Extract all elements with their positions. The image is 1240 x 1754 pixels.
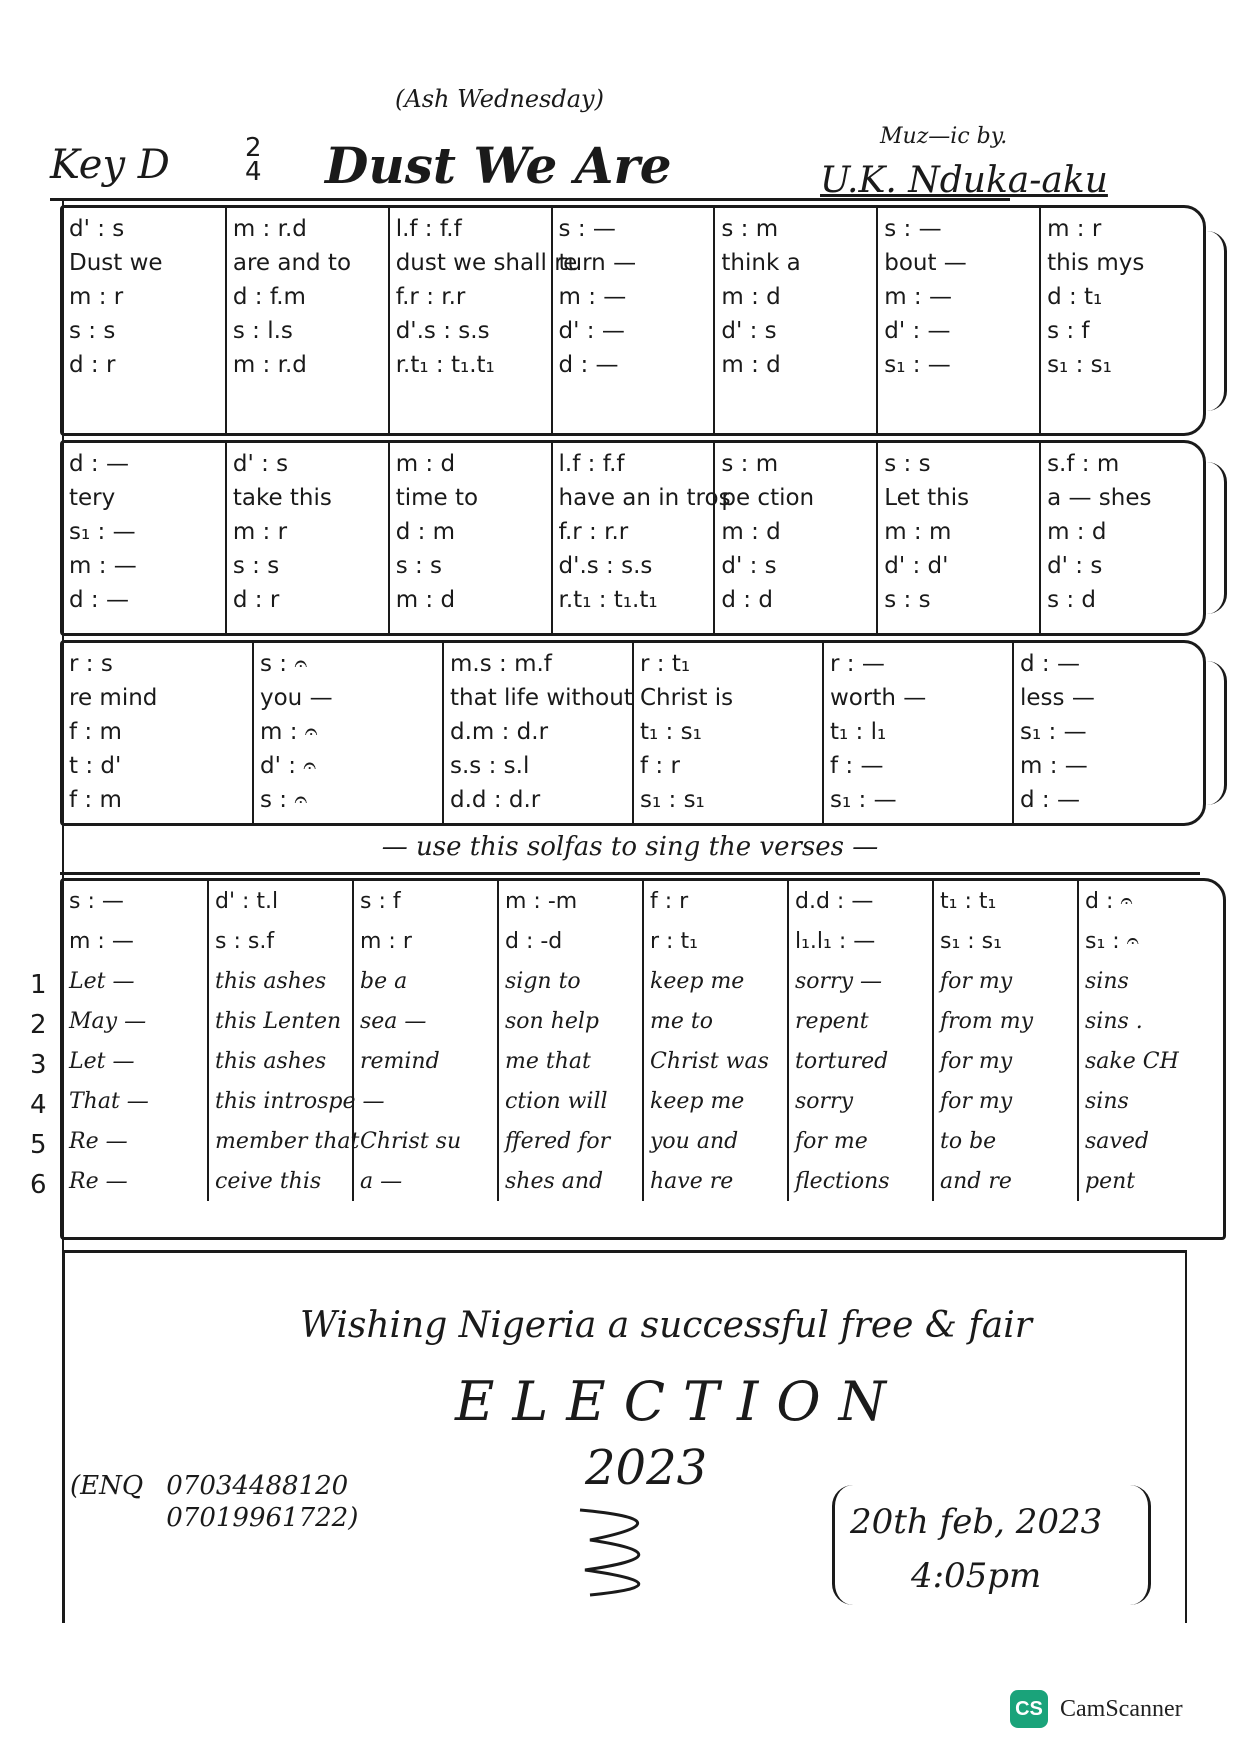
solfa-row-soprano xyxy=(63,881,1223,921)
wish-line: Wishing Nigeria a successful free & fair xyxy=(300,1305,1032,1346)
lyric-cell: this introspe — xyxy=(208,1081,353,1121)
lyric-cell: tortured xyxy=(788,1041,933,1081)
solfa-table-1 xyxy=(63,208,1203,433)
lyric-cell: keep me xyxy=(643,961,788,1001)
lyric-cell: sea — xyxy=(353,1001,498,1041)
solfa-cell: r : t₁ xyxy=(643,921,788,961)
lyric-cell: Re — xyxy=(69,1128,128,1154)
soprano: s : s xyxy=(884,451,931,477)
tenor: d' : 𝄐 xyxy=(260,753,317,779)
soprano: s : m xyxy=(721,451,779,477)
lyric: that life without xyxy=(450,685,633,711)
soprano: r : t₁ xyxy=(640,651,691,677)
bass: s : s xyxy=(884,587,931,613)
camscanner-name: CamScanner xyxy=(1060,1696,1183,1722)
soprano: s : m xyxy=(721,216,779,242)
lyric-cell: sign to xyxy=(498,961,643,1001)
solfa-cell: d' : t.l xyxy=(208,881,353,921)
soprano: m : d xyxy=(395,451,456,477)
lyric: pe ction xyxy=(721,485,815,511)
solfa-cell: s₁ : 𝄐 xyxy=(1078,921,1223,961)
soprano: m : r xyxy=(1047,216,1102,242)
tenor: d' : — xyxy=(884,318,951,344)
soprano: l.f : f.f xyxy=(395,216,462,242)
bass: d : r xyxy=(69,352,116,378)
verse-row-2 xyxy=(63,1001,1223,1041)
bar-cell xyxy=(389,443,552,633)
lyric-cell: ction will xyxy=(498,1081,643,1121)
verse-row-3 xyxy=(63,1041,1223,1081)
lyric-cell: this ashes xyxy=(208,961,353,1001)
solfa-cell: m : -m xyxy=(498,881,643,921)
alto: m : d xyxy=(721,284,781,310)
soprano: m.s : m.f xyxy=(450,651,552,677)
lyric-cell: shes and xyxy=(498,1161,643,1201)
music-by-label: Muz—ic by. xyxy=(880,124,1008,149)
lyric: take this xyxy=(232,485,332,511)
lyric-cell: pent xyxy=(1078,1161,1223,1201)
bar-cell xyxy=(226,443,389,633)
phone-number: 07034488120 xyxy=(166,1471,349,1501)
alto: d : t₁ xyxy=(1047,284,1103,310)
tenor: d'.s : s.s xyxy=(395,318,490,344)
enquiry-contact xyxy=(70,1470,358,1534)
bar-cell xyxy=(443,643,633,823)
solfa-block-1 xyxy=(60,205,1206,436)
bass: s₁ : s₁ xyxy=(640,787,705,813)
camscanner-logo: CS xyxy=(1010,1690,1048,1728)
tenor: s : s xyxy=(232,553,280,579)
solfa-cell: d : -d xyxy=(498,921,643,961)
bar-cell xyxy=(552,443,731,633)
bar-cell xyxy=(1040,208,1203,433)
soprano: s.f : m xyxy=(1047,451,1120,477)
alto: m : r xyxy=(232,519,288,545)
lyric: this mys xyxy=(1047,250,1145,276)
lyric-cell: Christ was xyxy=(643,1041,788,1081)
bar-cell xyxy=(877,443,1040,633)
system-brace xyxy=(1204,231,1227,411)
lyric-cell: member that xyxy=(208,1121,353,1161)
soprano: d : — xyxy=(1020,651,1080,677)
tenor: d'.s : s.s xyxy=(558,553,653,579)
lyric-cell: sorry — xyxy=(788,961,933,1001)
soprano: s : — xyxy=(558,216,616,242)
bass: s₁ : — xyxy=(830,787,897,813)
lyric-cell: remind xyxy=(353,1041,498,1081)
bar-cell xyxy=(633,643,823,823)
lyric-cell: May — xyxy=(69,1008,147,1034)
lyric: a — shes xyxy=(1047,485,1152,511)
verse-instruction: — use this solfas to sing the verses — xyxy=(60,832,1200,875)
lyric: think a xyxy=(721,250,801,276)
verse-number: 2 xyxy=(30,1010,47,1040)
system-brace xyxy=(1204,462,1227,614)
alto: m : r xyxy=(69,284,124,310)
lyric-cell: ffered for xyxy=(498,1121,643,1161)
verse-table xyxy=(63,881,1223,1201)
tenor: m : — xyxy=(1020,753,1088,779)
solfa-row-alto xyxy=(63,921,1223,961)
lyric-cell: and re xyxy=(933,1161,1078,1201)
solfa-table-2 xyxy=(63,443,1203,633)
lyric-cell: me to xyxy=(643,1001,788,1041)
tenor: s : s xyxy=(69,318,116,344)
bass: d : — xyxy=(1020,787,1080,813)
solfa-cell: d.d : — xyxy=(788,881,933,921)
tenor: s.s : s.l xyxy=(450,753,530,779)
lyric-cell: Let — xyxy=(69,1048,135,1074)
solfa-cell: s : f xyxy=(353,881,498,921)
bass: s₁ : s₁ xyxy=(1047,352,1112,378)
lyric-cell: flections xyxy=(788,1161,933,1201)
bass: r.t₁ : t₁.t₁ xyxy=(395,352,495,378)
bass: d : d xyxy=(721,587,773,613)
alto: s₁ : — xyxy=(1020,719,1087,745)
alto: d : m xyxy=(395,519,456,545)
lyric-cell: for my xyxy=(933,961,1078,1001)
bass: m : d xyxy=(721,352,781,378)
solfa-cell: d : 𝄐 xyxy=(1078,881,1223,921)
alto: f : m xyxy=(69,719,122,745)
year-squiggle xyxy=(570,1500,700,1600)
alto: m : d xyxy=(1047,519,1107,545)
lyric-cell: sake CH xyxy=(1078,1041,1223,1081)
bar-cell xyxy=(714,208,877,433)
tenor: f : — xyxy=(830,753,884,779)
verse-row-6 xyxy=(63,1161,1223,1201)
time: 4:05pm xyxy=(910,1556,1042,1596)
lyric: Dust we xyxy=(69,250,163,276)
time-signature xyxy=(245,133,262,187)
solfa-cell: l₁.l₁ : — xyxy=(788,921,933,961)
bass: s : d xyxy=(1047,587,1097,613)
solfa-block-3 xyxy=(60,640,1206,826)
bar-cell xyxy=(63,443,226,633)
solfa-cell: s₁ : s₁ xyxy=(933,921,1078,961)
bass: d : — xyxy=(558,352,619,378)
lyric-cell: have re xyxy=(643,1161,788,1201)
alto: m : — xyxy=(884,284,952,310)
title-row xyxy=(50,124,1180,201)
title-underline xyxy=(50,198,1010,201)
lyric: dust we shall re xyxy=(395,250,578,276)
date-time xyxy=(850,1495,1102,1603)
solfa-cell: s : — xyxy=(69,888,124,914)
tenor: m : — xyxy=(69,553,137,579)
solfa-table-3 xyxy=(63,643,1203,823)
alto: f.r : r.r xyxy=(395,284,466,310)
composer-name: U.K. Nduka-aku xyxy=(820,160,1108,201)
lyric: worth — xyxy=(830,685,927,711)
lyric-cell: for my xyxy=(933,1041,1078,1081)
lyric-cell: this ashes xyxy=(208,1041,353,1081)
song-title: Dust We Are xyxy=(325,136,672,195)
time-signature-top: 2 xyxy=(245,133,262,163)
tenor: d' : s xyxy=(721,318,777,344)
bass: m : r.d xyxy=(232,352,307,378)
soprano: d' : s xyxy=(69,216,125,242)
lyric-cell: Let — xyxy=(69,968,135,994)
tenor: s : s xyxy=(395,553,443,579)
lyric: Let this xyxy=(884,485,970,511)
lyric-cell: keep me xyxy=(643,1081,788,1121)
verse-block xyxy=(60,878,1226,1240)
lyric-cell: you and xyxy=(643,1121,788,1161)
bass: s : 𝄐 xyxy=(260,787,308,813)
bass: s₁ : — xyxy=(884,352,951,378)
lyric: bout — xyxy=(884,250,967,276)
tenor: d' : s xyxy=(721,553,777,579)
verse-number: 3 xyxy=(30,1050,47,1080)
lyric-cell: be a xyxy=(353,961,498,1001)
lyric-cell: son help xyxy=(498,1001,643,1041)
alto: m : d xyxy=(721,519,781,545)
lyric-cell: sins xyxy=(1078,961,1223,1001)
alto: m : — xyxy=(558,284,627,310)
verse-row-5 xyxy=(63,1121,1223,1161)
alto: d : f.m xyxy=(232,284,306,310)
lyric: are and to xyxy=(232,250,352,276)
lyric: have an in tros xyxy=(558,485,731,511)
alto: m : 𝄐 xyxy=(260,719,318,745)
soprano: s : — xyxy=(884,216,942,242)
date-paren-left xyxy=(832,1485,853,1605)
solfa-block-2 xyxy=(60,440,1206,636)
alto: t₁ : s₁ xyxy=(640,719,702,745)
lyric-cell: ceive this xyxy=(208,1161,353,1201)
bar-cell xyxy=(63,208,226,433)
tenor: f : r xyxy=(640,753,680,779)
key-signature: Key D xyxy=(50,142,170,188)
tenor: t : d' xyxy=(69,753,122,779)
soprano: s : 𝄐 xyxy=(260,651,308,677)
lyric-cell: for my xyxy=(933,1081,1078,1121)
verse-number: 1 xyxy=(30,970,47,1000)
soprano: d' : s xyxy=(232,451,289,477)
lyric: less — xyxy=(1020,685,1095,711)
alto: d.m : d.r xyxy=(450,719,549,745)
bar-cell xyxy=(823,643,1013,823)
lyric-cell: repent xyxy=(788,1001,933,1041)
bass: r.t₁ : t₁.t₁ xyxy=(558,587,658,613)
solfa-cell: f : r xyxy=(643,881,788,921)
bass: f : m xyxy=(69,787,122,813)
lyric-cell: a — xyxy=(353,1161,498,1201)
tenor: d' : s xyxy=(1047,553,1103,579)
election-heading: ELECTION xyxy=(455,1370,904,1433)
lyric-cell: for me xyxy=(788,1121,933,1161)
date-paren-right xyxy=(1130,1485,1151,1605)
soprano: r : — xyxy=(830,651,885,677)
lyric-cell: from my xyxy=(933,1001,1078,1041)
verse-row-4 xyxy=(63,1081,1223,1121)
bass: d.d : d.r xyxy=(450,787,541,813)
time-signature-bottom: 4 xyxy=(245,157,262,187)
bass: d : r xyxy=(232,587,280,613)
tenor: s : f xyxy=(1047,318,1090,344)
lyric-cell: Re — xyxy=(69,1168,128,1194)
bar-cell xyxy=(226,208,389,433)
lyric-cell: me that xyxy=(498,1041,643,1081)
verse-number: 6 xyxy=(30,1170,47,1200)
system-brace xyxy=(1204,661,1227,805)
lyric-cell: sorry xyxy=(788,1081,933,1121)
lyric-cell: saved xyxy=(1078,1121,1223,1161)
lyric: Christ is xyxy=(640,685,734,711)
soprano: m : r.d xyxy=(232,216,307,242)
bar-cell xyxy=(253,643,443,823)
verse-number: 4 xyxy=(30,1090,47,1120)
lyric-cell: Christ su xyxy=(353,1121,498,1161)
alto: s₁ : — xyxy=(69,519,136,545)
bar-cell xyxy=(63,643,253,823)
tenor: d' : — xyxy=(558,318,625,344)
lyric: tery xyxy=(69,485,116,511)
enquiry-label: (ENQ xyxy=(70,1471,144,1501)
bar-cell xyxy=(714,443,877,633)
lyric-cell: to be xyxy=(933,1121,1078,1161)
lyric: turn — xyxy=(558,250,637,276)
verse-numbers xyxy=(30,965,47,1205)
lyric-cell: this Lenten xyxy=(208,1001,353,1041)
lyric: re mind xyxy=(69,685,158,711)
verse-row-1 xyxy=(63,961,1223,1001)
tenor: s : l.s xyxy=(232,318,293,344)
subtitle: (Ash Wednesday) xyxy=(395,85,604,113)
bar-cell xyxy=(1040,443,1203,633)
lyric-cell: sins xyxy=(1078,1081,1223,1121)
bar-cell xyxy=(389,208,578,433)
solfa-cell: t₁ : t₁ xyxy=(933,881,1078,921)
soprano: l.f : f.f xyxy=(558,451,625,477)
bar-cell xyxy=(552,208,715,433)
soprano: d : — xyxy=(69,451,129,477)
solfa-cell: m : — xyxy=(69,928,134,954)
date: 20th feb, 2023 xyxy=(850,1502,1103,1542)
lyric: you — xyxy=(260,685,333,711)
solfa-cell: s : s.f xyxy=(208,921,353,961)
bass: d : — xyxy=(69,587,129,613)
solfa-cell: m : r xyxy=(353,921,498,961)
enquiry-phones xyxy=(166,1470,358,1534)
alto: f.r : r.r xyxy=(558,519,629,545)
lyric: time to xyxy=(395,485,479,511)
bar-cell xyxy=(1013,643,1203,823)
bass: m : d xyxy=(395,587,456,613)
soprano: r : s xyxy=(69,651,113,677)
alto: t₁ : l₁ xyxy=(830,719,887,745)
verse-number: 5 xyxy=(30,1130,47,1160)
squiggle-stroke xyxy=(580,1510,639,1595)
lyric-cell: That — xyxy=(69,1088,149,1114)
bar-cell xyxy=(877,208,1040,433)
lyric-cell: sins . xyxy=(1078,1001,1223,1041)
election-year: 2023 xyxy=(585,1440,708,1496)
alto: m : m xyxy=(884,519,952,545)
phone-number: 07019961722) xyxy=(166,1503,359,1533)
tenor: d' : d' xyxy=(884,553,949,579)
